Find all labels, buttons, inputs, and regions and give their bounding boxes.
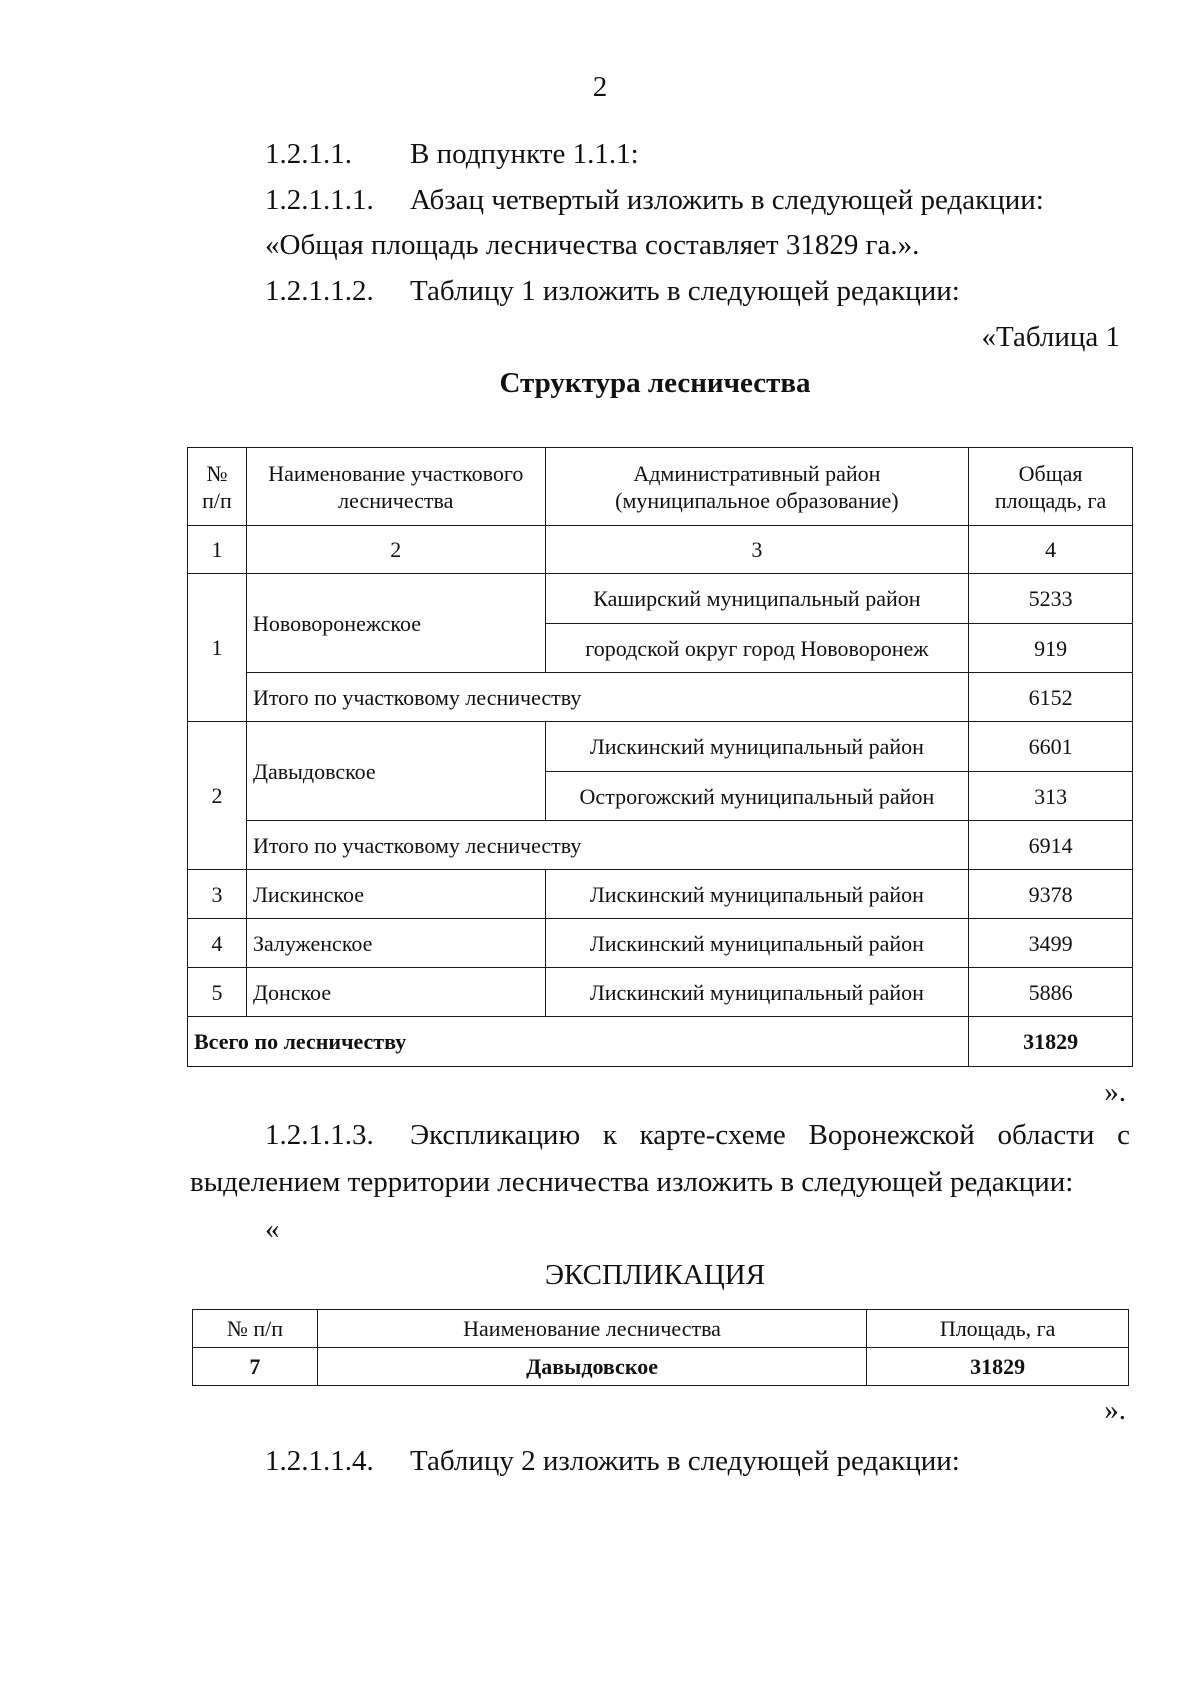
area-cell: 919 — [969, 624, 1133, 673]
area-cell: 5233 — [969, 574, 1133, 624]
total-label: Всего по лесничеству — [188, 1017, 969, 1067]
header-cell-area: Общая площадь, га — [969, 448, 1133, 526]
area-cell: 3499 — [969, 919, 1133, 968]
district-cell: Острогожский муниципальный район — [545, 772, 968, 821]
area-cell: 313 — [969, 772, 1133, 821]
explication-row-name: Давыдовское — [317, 1348, 866, 1386]
item-4-line1: Экспликацию к карте-схеме Воронежской области с — [410, 1119, 1130, 1151]
row-number: 5 — [188, 968, 247, 1017]
district-cell: Лискинский муниципальный район — [545, 968, 968, 1017]
item-5-number: 1.2.1.1.4. — [265, 1445, 374, 1477]
subtotal-row — [188, 673, 1133, 722]
district-cell: городской округ город Нововоронеж — [545, 624, 968, 673]
item-4-line2: выделением территории лесничества изложить в следующей редакции: — [190, 1166, 1074, 1198]
quote-line: «Общая площадь лесничества составляет 31829 га.». — [265, 229, 920, 261]
item-1-number: 1.2.1.1. — [265, 138, 352, 170]
table-row — [188, 574, 1133, 624]
row-number: 4 — [188, 919, 247, 968]
district-cell: Каширский муниципальный район — [545, 574, 968, 624]
row-number: 3 — [188, 870, 247, 919]
column-number-4: 4 — [969, 526, 1133, 574]
subtotal-value: 6914 — [969, 821, 1133, 870]
page-number: 2 — [592, 71, 608, 103]
item-5-text: Таблицу 2 изложить в следующей редакции: — [410, 1445, 960, 1477]
item-2-number: 1.2.1.1.1. — [265, 184, 374, 216]
header-cell-number: № п/п — [188, 448, 247, 526]
item-2-text: Абзац четвертый изложить в следующей редакции: — [410, 184, 1044, 216]
column-number-3: 3 — [545, 526, 968, 574]
column-number-2: 2 — [246, 526, 545, 574]
forestry-name: Донское — [246, 968, 545, 1017]
item-3-number: 1.2.1.1.2. — [265, 275, 374, 307]
table-title: Структура лесничества — [499, 367, 811, 399]
subtotal-label: Итого по участковому лесничеству — [246, 821, 968, 870]
forestry-name: Лискинское — [246, 870, 545, 919]
item-1-text: В подпункте 1.1.1: — [410, 138, 639, 170]
column-numbers-row — [188, 526, 1133, 574]
forestry-name: Залуженское — [246, 919, 545, 968]
explication-row — [193, 1348, 1129, 1386]
forestry-name: Нововоронежское — [246, 574, 545, 673]
explication-closing-quote: ». — [1104, 1394, 1126, 1426]
area-cell: 5886 — [969, 968, 1133, 1017]
total-value: 31829 — [969, 1017, 1133, 1067]
group-number: 1 — [188, 574, 247, 722]
forestry-structure-table — [187, 447, 1133, 1067]
district-cell: Лискинский муниципальный район — [545, 919, 968, 968]
table-row — [188, 968, 1133, 1017]
explication-row-number: 7 — [193, 1348, 318, 1386]
total-row — [188, 1017, 1133, 1067]
explication-open-quote: « — [265, 1213, 280, 1245]
forestry-name: Давыдовское — [246, 722, 545, 821]
area-cell: 6601 — [969, 722, 1133, 772]
header-cell-district: Административный район (муниципальное образование) — [545, 448, 968, 526]
table-row — [188, 722, 1133, 772]
item-3-text: Таблицу 1 изложить в следующей редакции: — [410, 275, 960, 307]
explication-header-number: № п/п — [193, 1310, 318, 1348]
district-cell: Лискинский муниципальный район — [545, 870, 968, 919]
group-number: 2 — [188, 722, 247, 870]
explication-table — [192, 1309, 1129, 1386]
explication-title: ЭКСПЛИКАЦИЯ — [544, 1259, 766, 1291]
area-cell: 9378 — [969, 870, 1133, 919]
subtotal-label: Итого по участковому лесничеству — [246, 673, 968, 722]
explication-header-name: Наименование лесничества — [317, 1310, 866, 1348]
subtotal-row — [188, 821, 1133, 870]
header-cell-forestry-name: Наименование участкового лесничества — [246, 448, 545, 526]
table-closing-quote: ». — [1104, 1076, 1126, 1108]
table-row — [188, 870, 1133, 919]
subtotal-value: 6152 — [969, 673, 1133, 722]
table-row — [188, 919, 1133, 968]
item-4-number: 1.2.1.1.3. — [265, 1119, 374, 1151]
explication-row-area: 31829 — [867, 1348, 1129, 1386]
header-row — [188, 448, 1133, 526]
explication-header-area: Площадь, га — [867, 1310, 1129, 1348]
explication-header-row — [193, 1310, 1129, 1348]
table-label: «Таблица 1 — [981, 321, 1120, 353]
column-number-1: 1 — [188, 526, 247, 574]
district-cell: Лискинский муниципальный район — [545, 722, 968, 772]
